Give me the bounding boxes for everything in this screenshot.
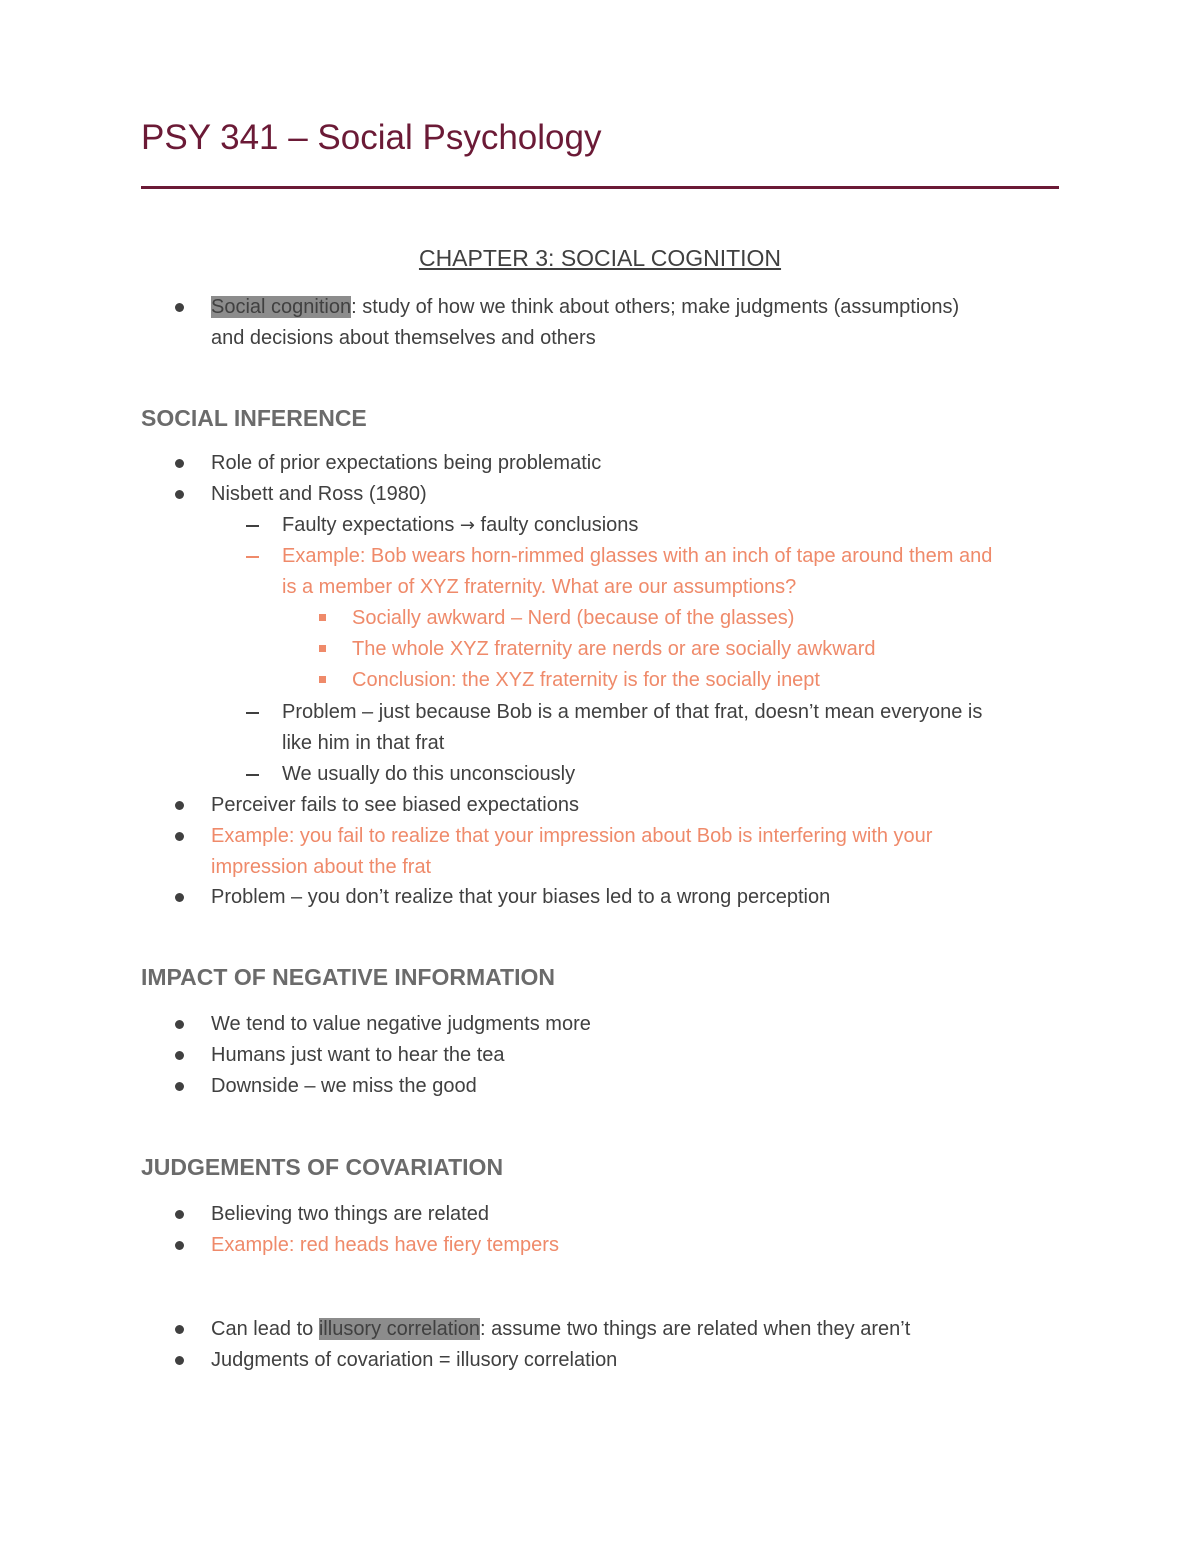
dash-icon (246, 525, 259, 527)
sub-sub-list-item: Socially awkward – Nerd (because of the glasses) (352, 607, 795, 629)
section-heading-covariation: JUDGEMENTS OF COVARIATION (141, 1154, 504, 1180)
dash-icon (246, 556, 259, 558)
bullet-icon (175, 1241, 184, 1250)
bullet-icon (175, 303, 184, 312)
bullet-icon (175, 832, 184, 841)
intro-line-2: and decisions about themselves and others (211, 327, 596, 349)
list-item: Role of prior expectations being problematic (211, 452, 602, 474)
square-bullet-icon (319, 614, 326, 621)
list-item (211, 1317, 910, 1341)
bullet-icon (175, 1210, 184, 1219)
bullet-icon (175, 1082, 184, 1091)
right-arrow-icon: → (459, 515, 475, 536)
section-heading-negative-information: IMPACT OF NEGATIVE INFORMATION (141, 964, 555, 990)
list-item: Nisbett and Ross (1980) (211, 483, 427, 505)
example-line-1: Example: you fail to realize that your impression about Bob is interfering with your (211, 825, 933, 847)
sub-list-item: Problem – just because Bob is a member of that frat, doesn’t mean everyone is (282, 701, 983, 723)
example-line-1: Example: Bob wears horn-rimmed glasses with an inch of tape around them and (282, 545, 993, 567)
square-bullet-icon (319, 645, 326, 652)
bullet-icon (175, 490, 184, 499)
list-item: Problem – you don’t realize that your biases led to a wrong perception (211, 886, 831, 908)
title-divider (141, 186, 1059, 189)
list-item: Humans just want to hear the tea (211, 1044, 505, 1066)
sub-list-item: We usually do this unconsciously (282, 763, 576, 785)
bullet-icon (175, 1020, 184, 1029)
square-bullet-icon (319, 676, 326, 683)
bullet-icon (175, 801, 184, 810)
sub-list-item-cont: like him in that frat (282, 732, 445, 754)
intro-definition: : study of how we think about others; make judgments (assumptions) (351, 296, 960, 318)
sub-item-text: Faulty expectations (282, 514, 455, 536)
dash-icon (246, 712, 259, 714)
document-title: PSY 341 – Social Psychology (141, 118, 602, 157)
highlighted-term: Social cognition (211, 296, 352, 318)
chapter-heading: CHAPTER 3: SOCIAL COGNITION (418, 245, 782, 271)
example-line-2: impression about the frat (211, 856, 432, 878)
list-item-text: Can lead to (211, 1318, 319, 1340)
section-heading-social-inference: SOCIAL INFERENCE (141, 405, 367, 431)
list-item: Downside – we miss the good (211, 1075, 477, 1097)
list-item-text: : assume two things are related when they aren’t (480, 1318, 911, 1340)
bullet-icon (175, 893, 184, 902)
example-line-2: is a member of XYZ fraternity. What are our assumptions? (282, 576, 797, 598)
list-item: Judgments of covariation = illusory correlation (211, 1349, 618, 1371)
sub-sub-list-item: The whole XYZ fraternity are nerds or are socially awkward (352, 638, 876, 660)
sub-item-text: faulty conclusions (480, 514, 639, 536)
intro-line-1 (211, 295, 959, 319)
sub-sub-list-item: Conclusion: the XYZ fraternity is for the socially inept (352, 669, 820, 691)
dash-icon (246, 774, 259, 776)
bullet-icon (175, 1051, 184, 1060)
bullet-icon (175, 1325, 184, 1334)
bullet-icon (175, 1356, 184, 1365)
bullet-icon (175, 459, 184, 468)
highlighted-term: illusory correlation (318, 1318, 481, 1340)
example-line: Example: red heads have fiery tempers (211, 1234, 559, 1256)
list-item: Believing two things are related (211, 1203, 489, 1225)
list-item: Perceiver fails to see biased expectations (211, 794, 579, 816)
sub-list-item (282, 513, 638, 538)
list-item: We tend to value negative judgments more (211, 1013, 591, 1035)
